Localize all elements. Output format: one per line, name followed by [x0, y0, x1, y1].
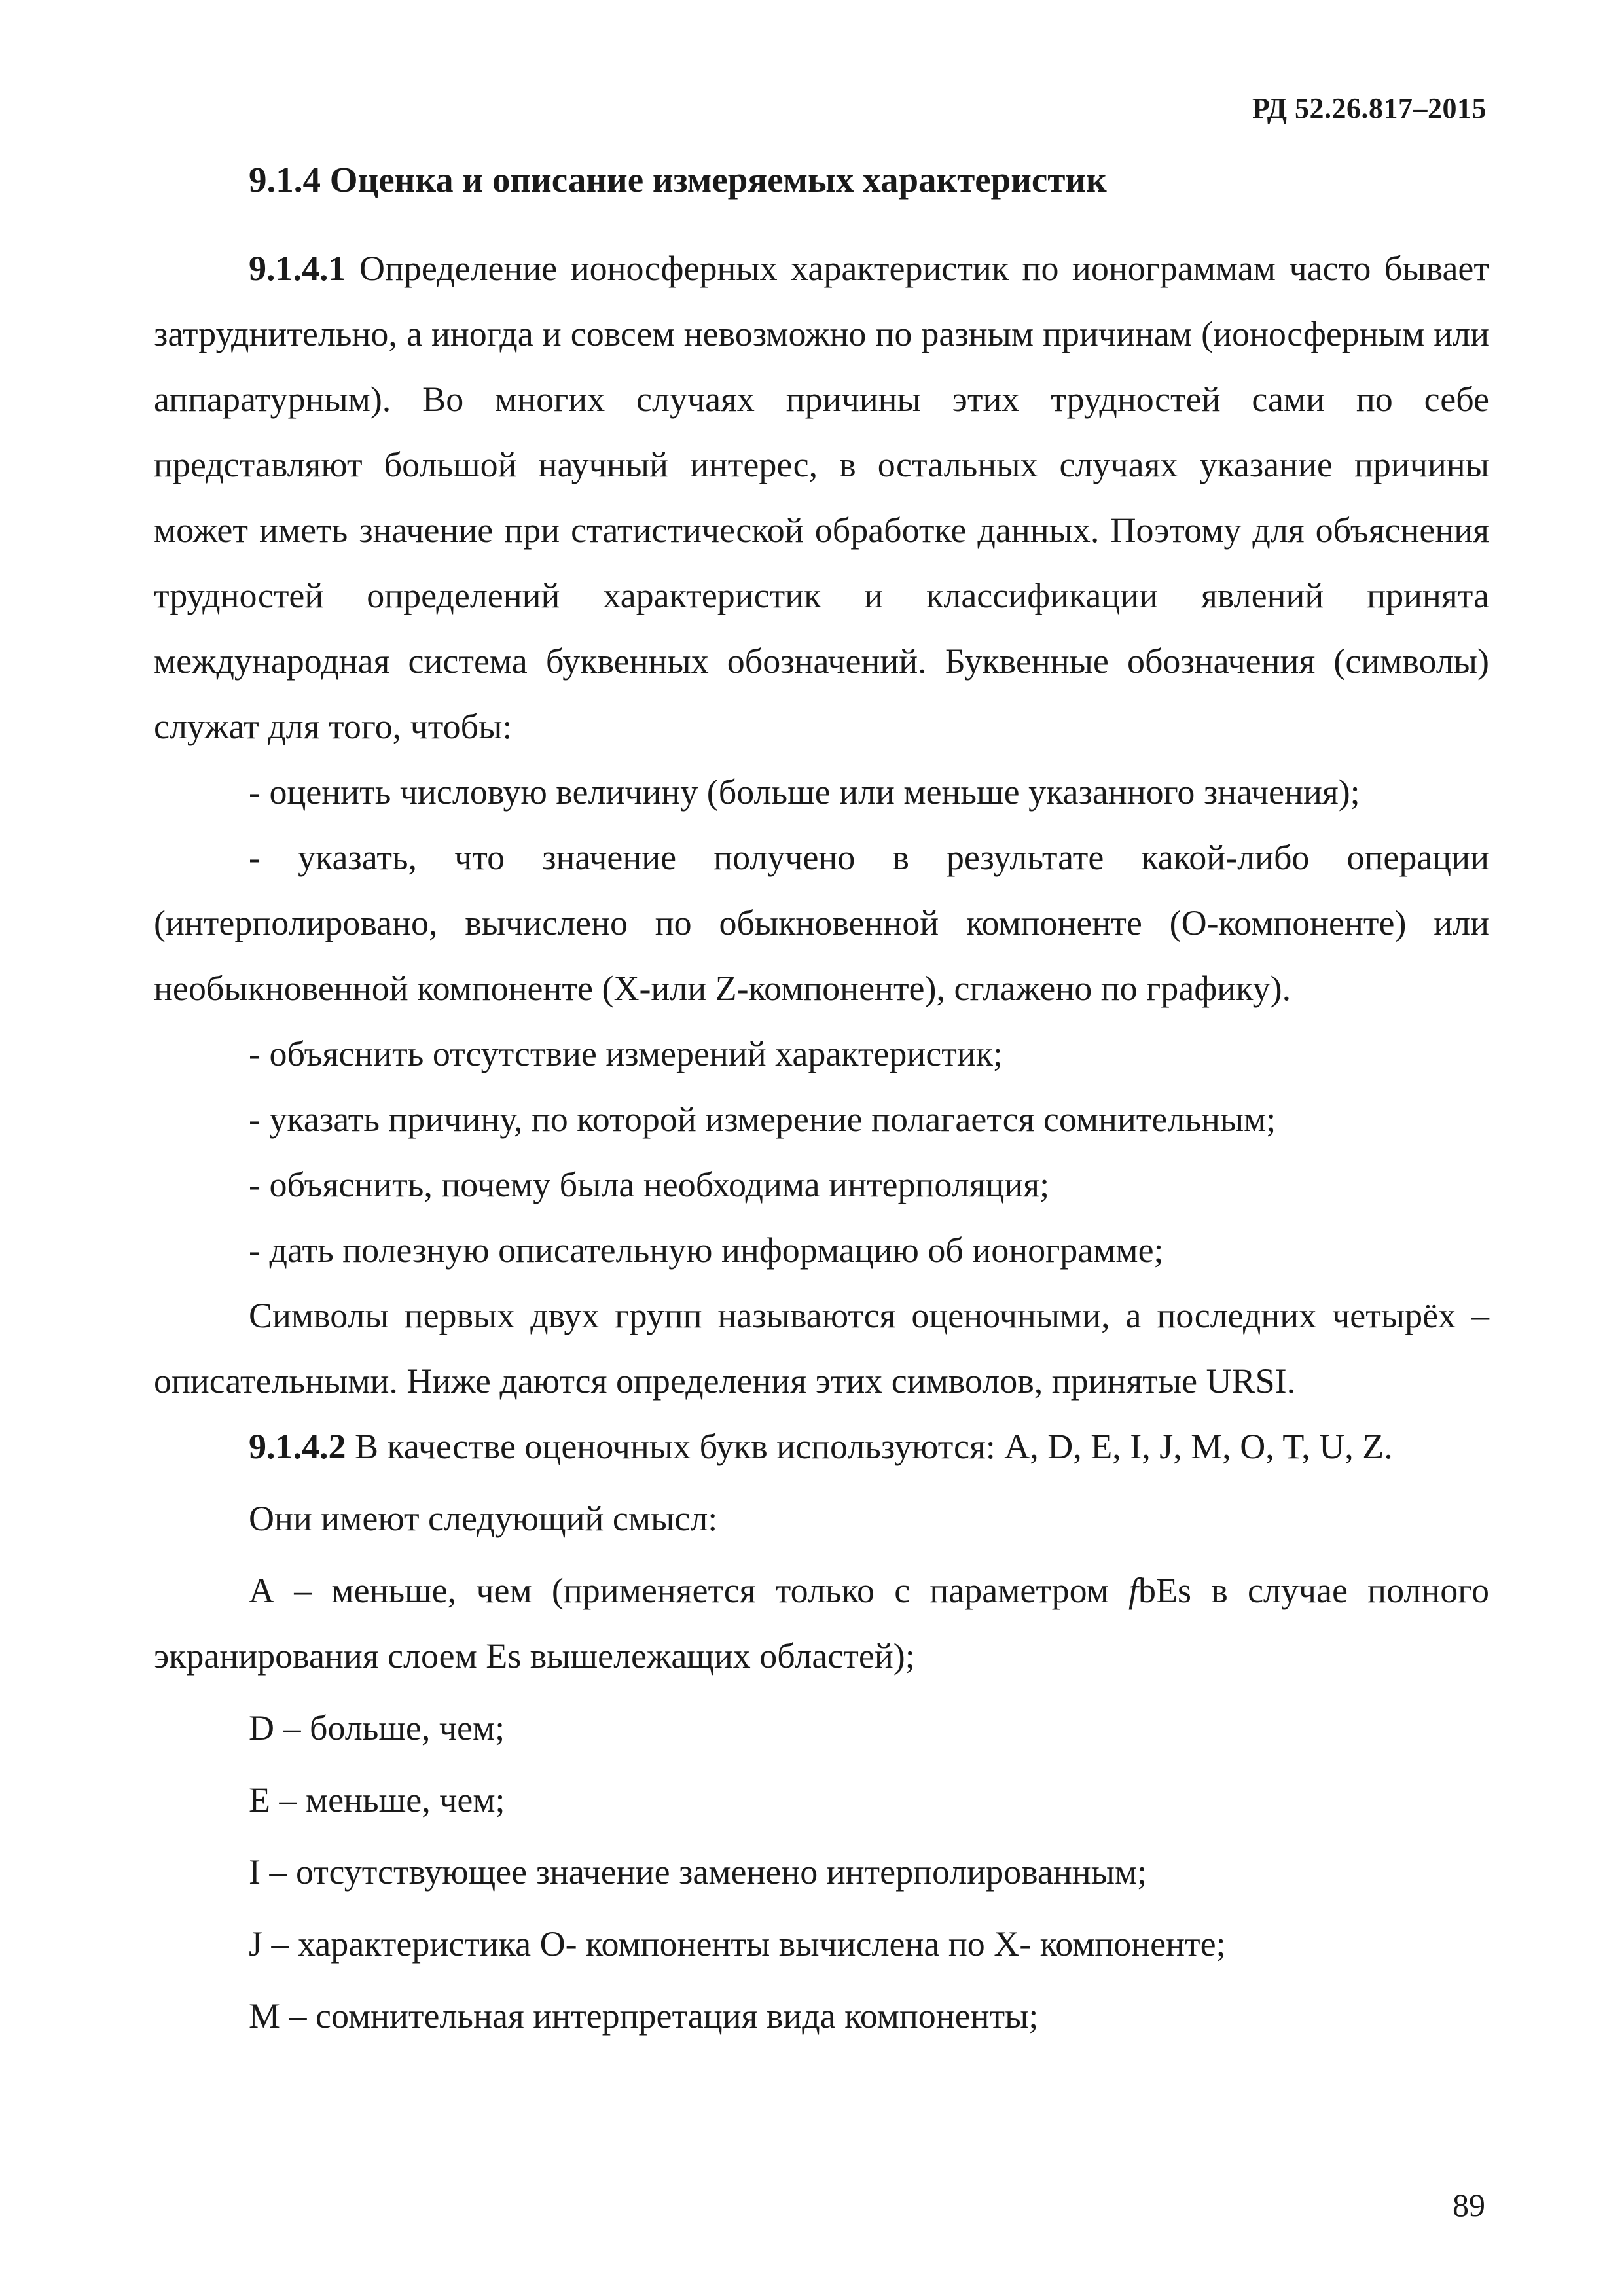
symbol-definition-d: D – больше, чем; [249, 1708, 505, 1748]
purpose-item: - указать причину, по которой измерение полагается сомнительным; [249, 1100, 1276, 1139]
purpose-item: - дать полезную описательную информацию об ионограмме; [249, 1230, 1164, 1270]
clause-number: 9.1.4.1 [249, 249, 346, 288]
symbol-definition-text: в случае полного экранирования слоем Es вышележащих областей); [154, 1571, 1490, 1676]
symbol-definition-i: I – отсутствующее значение заменено интерполированным; [249, 1852, 1147, 1892]
paragraph-text: Определение ионосферных характеристик по ионограммам часто бывает затруднительно, а иногда и совсем невозможно по разным причинам (ионосферным или аппаратурным). Во многих случаях причины этих трудностей сами по себе представляют большой научный интерес, в остальных случаях указание причины может иметь значение при статистической обработке данных. Поэтому для объяснения трудностей определений характеристик и классификации явлений принята международная система буквенных обозначений. Буквенные обозначения (символы) служат для того, чтобы: [154, 249, 1489, 746]
clause-number: 9.1.4.2 [249, 1427, 346, 1466]
purpose-item: - указать, что значение получено в результате какой-либо операции (интерполировано, вычислено по обыкновенной компоненте (О-компоненте) или необыкновенной компоненте (X-или Z-компоненте), сглажено по графику). [154, 838, 1489, 1008]
document-code-header: РД 52.26.817–2015 [1252, 92, 1487, 124]
parameter-suffix: bEs [1138, 1571, 1192, 1610]
parameter-italic-f: f [1128, 1571, 1139, 1610]
paragraph-9-1-4-1 [154, 236, 1489, 759]
symbol-definition-j: J – характеристика О- компоненты вычислена по Х- компоненте; [249, 1924, 1226, 1964]
symbol-definition-m: M – сомнительная интерпретация вида компоненты; [249, 1996, 1039, 2036]
symbol-definition-a [154, 1558, 1489, 1689]
parameter-name [1128, 1571, 1191, 1610]
section-title: 9.1.4 Оценка и описание измеряемых характеристик [249, 160, 1107, 200]
purpose-item: - объяснить, почему была необходима интерполяция; [249, 1165, 1050, 1204]
purpose-item: - оценить числовую величину (больше или меньше указанного значения); [249, 772, 1360, 812]
paragraph-text: В качестве оценочных букв используются: A, D, E, I, J, M, O, T, U, Z. [346, 1427, 1393, 1466]
symbol-definition-e: E – меньше, чем; [249, 1780, 505, 1820]
meaning-intro: Они имеют следующий смысл: [249, 1499, 718, 1538]
page-number: 89 [1453, 2187, 1485, 2223]
page-content [154, 147, 1489, 2055]
symbol-definition-text: А – меньше, чем (применяется только с параметром [249, 1571, 1128, 1610]
paragraph-symbol-groups: Символы первых двух групп называются оценочными, а последних четырёх – описательными. Ниже даются определения этих символов, принятые URSI. [154, 1296, 1489, 1401]
purpose-item: - объяснить отсутствие измерений характеристик; [249, 1034, 1003, 1073]
paragraph-9-1-4-2 [154, 1414, 1489, 1479]
